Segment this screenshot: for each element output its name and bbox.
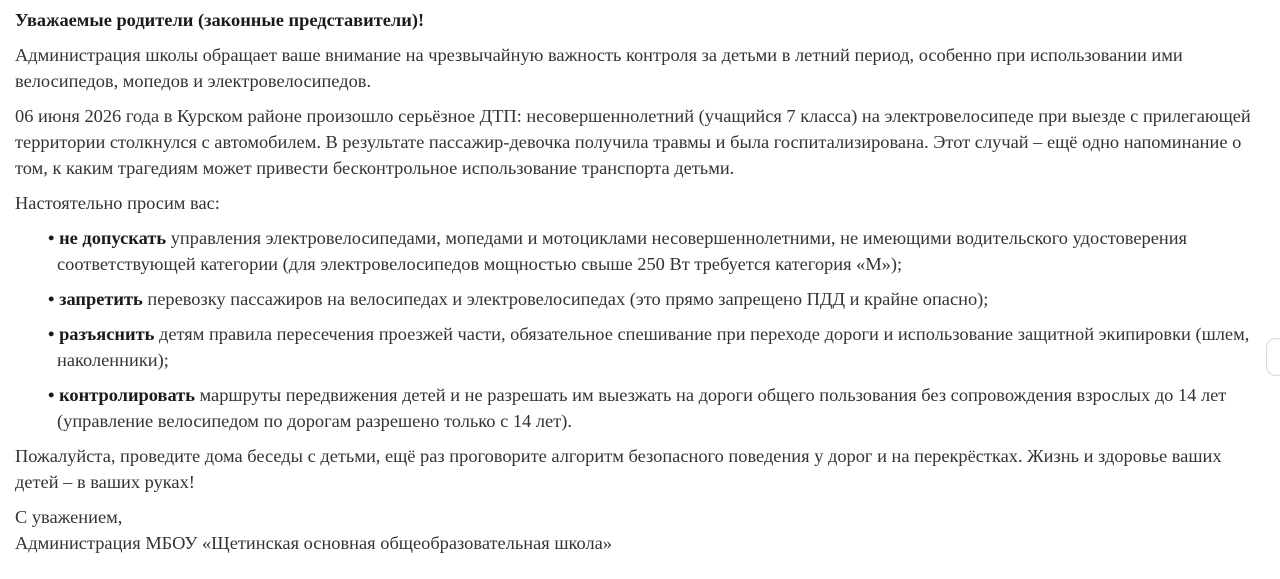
request-keyword: контролировать: [59, 385, 195, 405]
signature-school: Администрация МБОУ «Щетинская основная общеобразовательная школа»: [15, 533, 612, 553]
request-text: детям правила пересечения проезжей части, обязательное спешивание при переходе дороги и использование защитной экипировки (шлем, наколенники);: [57, 324, 1250, 370]
bullet-icon: •: [48, 385, 55, 405]
requests-list: [15, 225, 1255, 434]
request-text: перевозку пассажиров на велосипедах и электровелосипедах (это прямо запрещено ПДД и крайне опасно);: [142, 289, 989, 309]
incident-paragraph: 06 июня 2026 года в Курском районе произошло серьёзное ДТП: несовершеннолетний (учащийся 7 класса) на электровелосипеде при выезде с прилегающей территории столкнулся с автомобилем. В результате пассажир-девочка получила травмы и была госпитализирована. Этот случай – ещё одно напоминание о том, к каким трагедиям может привести бесконтрольное использование транспорта детьми.: [15, 106, 1251, 178]
closing-paragraph: Пожалуйста, проведите дома беседы с детьми, ещё раз проговорите алгоритм безопасного поведения у дорог и на перекрёстках. Жизнь и здоровье ваших детей – в ваших руках!: [15, 446, 1222, 492]
scroll-handle[interactable]: [1266, 338, 1280, 376]
request-intro: Настоятельно просим вас:: [15, 193, 220, 213]
bullet-icon: •: [48, 228, 55, 248]
signature-regards: С уважением,: [15, 507, 123, 527]
list-item: [15, 225, 1255, 277]
request-text: управления электровелосипедами, мопедами и мотоциклами несовершеннолетними, не имеющими водительского удостоверения соответствующей категории (для электровелосипедов мощностью свыше 250 Вт требуется категория «М»);: [57, 228, 1188, 274]
request-keyword: разъяснить: [59, 324, 155, 344]
bullet-icon: •: [48, 289, 55, 309]
bullet-icon: •: [48, 324, 55, 344]
document: [15, 7, 1255, 556]
list-item: [15, 382, 1255, 434]
intro-paragraph: Администрация школы обращает ваше внимание на чрезвычайную важность контроля за детьми в летний период, особенно при использовании ими велосипедов, мопедов и электровелосипедов.: [15, 45, 1183, 91]
request-keyword: запретить: [59, 289, 143, 309]
list-item: [15, 286, 1255, 312]
list-item: [15, 321, 1255, 373]
request-text: маршруты передвижения детей и не разрешать им выезжать на дороги общего пользования без сопровождения взрослых до 14 лет (управление велосипедом по дорогам разрешено только с 14 лет).: [57, 385, 1227, 431]
greeting-heading: Уважаемые родители (законные представители)!: [15, 10, 425, 30]
request-keyword: не допускать: [59, 228, 167, 248]
